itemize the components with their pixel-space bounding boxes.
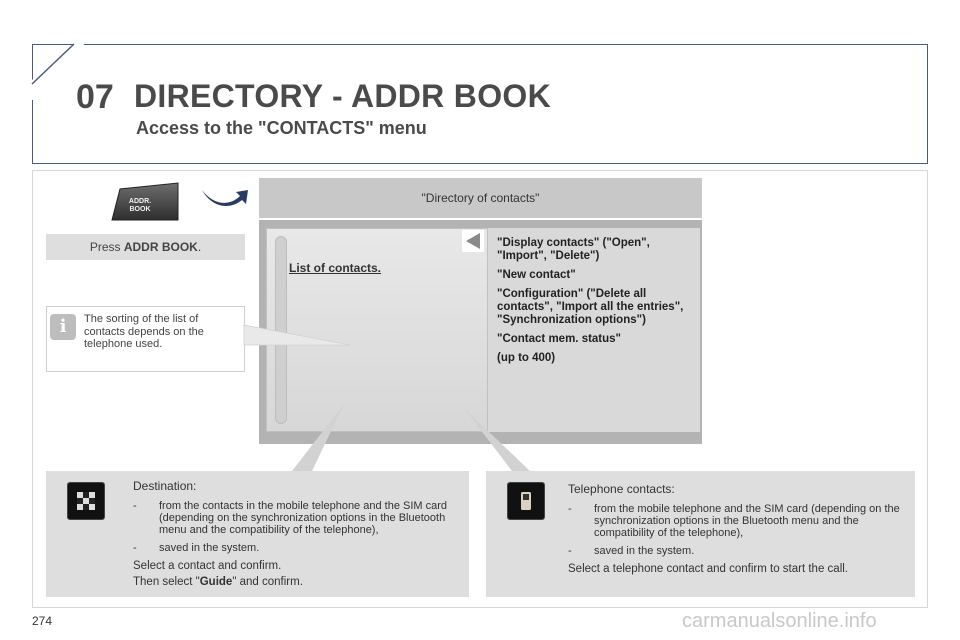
menu-item-new-contact-label: "New contact" [497,269,576,281]
telephone-bullet-1-text: from the mobile telephone and the SIM card (depending on the synchronization options in the Bluetooth menu and the compatibility of the telephone), [594,503,900,539]
destination-line-2 [133,576,457,588]
telephone-bullet-1 [568,503,910,539]
bullet-dash: - [133,500,137,512]
list-of-contacts-label: List of contacts. [289,261,382,275]
telephone-contacts-text [568,483,910,575]
destination-bullet-2 [133,542,457,554]
menu-item-capacity-label: (up to 400) [497,352,556,364]
destination-bullet-1 [133,500,457,536]
menu-item-display-contacts-label: "Display contacts" ("Open", "Import", "Delete") [497,237,650,262]
press-prefix: Press [89,240,124,254]
telephone-bullet-2-text: saved in the system. [594,545,695,557]
menu-item-configuration-label: "Configuration" ("Delete all contacts", "Import all the entries", "Synchronization options") [497,288,684,326]
info-icon: i [50,314,76,340]
watermark: carmanualsonline.info [682,610,877,632]
menu-item-contact-mem-status-label: "Contact mem. status" [497,333,622,345]
addr-book-label-line1: ADDR. [128,198,152,205]
line2-prefix: Then select " [133,576,200,588]
destination-bullet-2-text: saved in the system. [159,542,260,554]
bullet-dash: - [568,545,572,557]
destination-heading: Destination: [133,479,197,493]
telephone-contacts-heading: Telephone contacts: [568,482,675,496]
line2-key: Guide [199,576,233,588]
page-subtitle: Access to the "CONTACTS" menu [136,118,427,138]
screen-header: "Directory of contacts" [259,178,702,218]
destination-line-1: Select a contact and confirm. [133,560,282,572]
info-note-text: The sorting of the list of contacts depends on the telephone used. [84,313,204,350]
bullet-dash: - [568,503,572,515]
page-title: DIRECTORY - ADDR BOOK [134,78,551,114]
line2-suffix: " and confirm. [232,576,303,588]
press-key: ADDR BOOK [123,240,198,254]
telephone-line-1: Select a telephone contact and confirm to start the call. [568,563,848,575]
chapter-number: 07 [76,78,114,116]
telephone-bullet-2 [568,545,910,557]
press-suffix: . [197,240,202,254]
destination-flag-icon [67,482,105,520]
page-number: 274 [32,614,53,628]
phone-icon [507,482,545,520]
bullet-dash: - [133,542,137,554]
destination-bullet-1-text: from the contacts in the mobile telephone and the SIM card (depending on the synchronization options in the Bluetooth menu and the compatibility of the telephone), [159,500,447,536]
addr-book-label-line2: BOOK [129,206,151,213]
destination-text [133,480,457,588]
